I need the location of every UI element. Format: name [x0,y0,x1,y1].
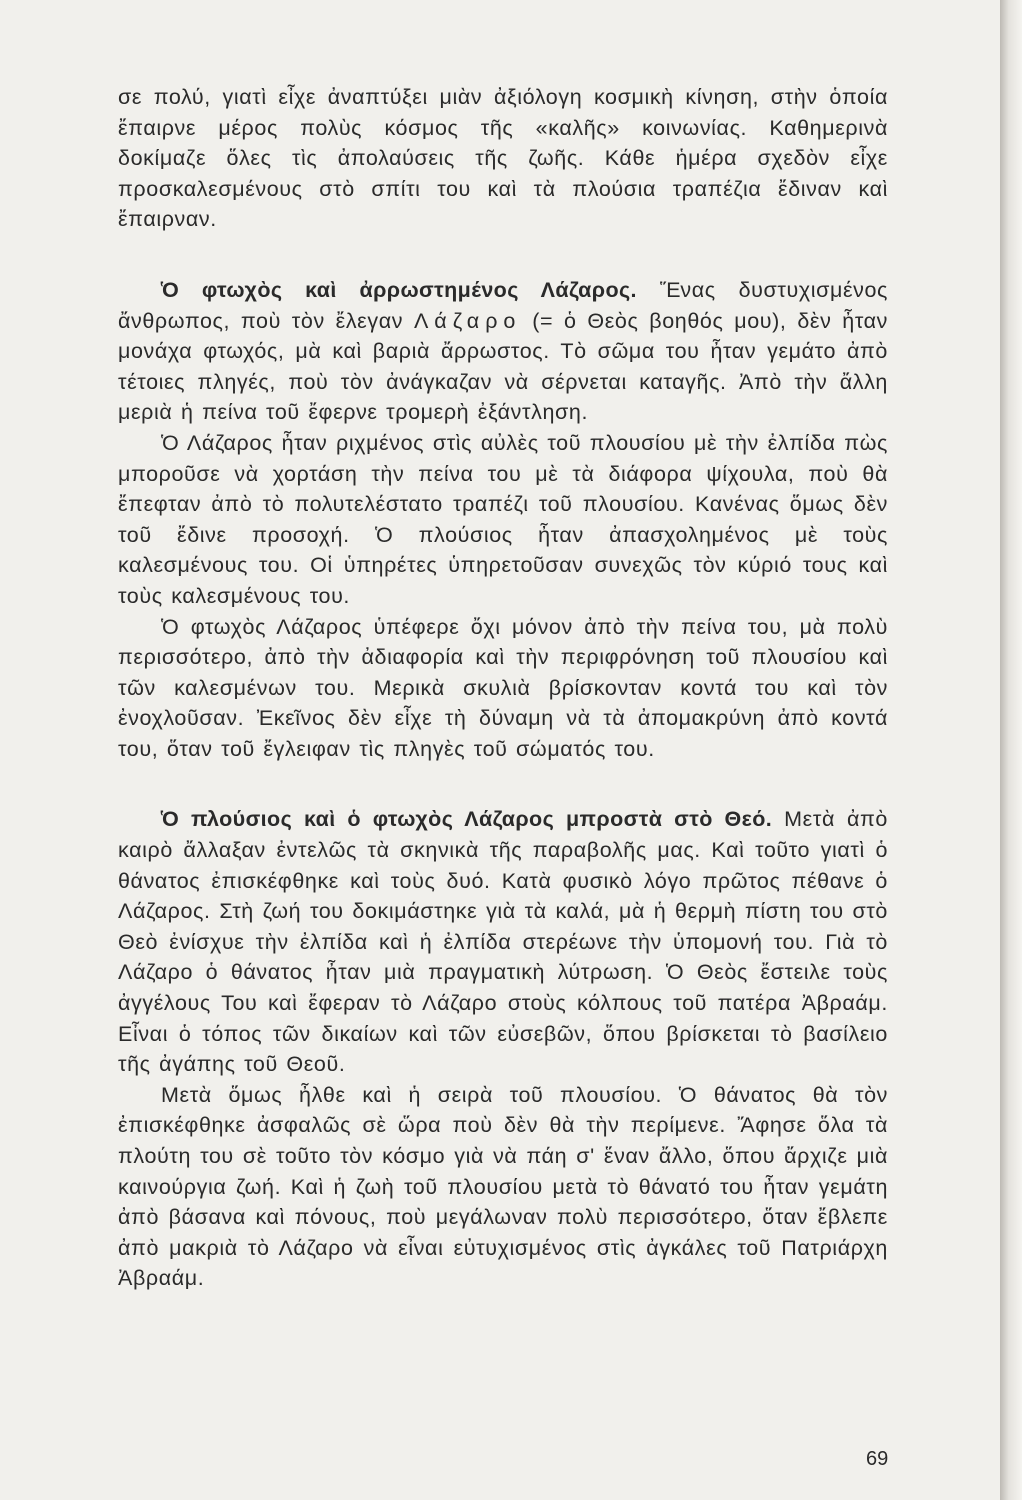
page-text [118,82,888,1294]
paragraph-6 [118,1080,888,1294]
paragraph-3-text: Ὁ Λάζαρος ἦταν ριχμένος στὶς αὐλὲς τοῦ πλουσίου μὲ τὴν ἐλπίδα πὼς μποροῦσε νὰ χορτάση τὴν πείνα του μὲ τὰ διάφορα ψίχουλα, ποὺ θὰ ἔπεφταν ἀπὸ τὸ πολυτελέστατο τραπέζι τοῦ πλουσίου. Κανένας ὅμως δὲν τοῦ ἔδινε προσοχή. Ὁ πλούσιος ἦταν ἀπασχολημένος μὲ τοὺς καλεσμένους του. Οἱ ὑπηρέτες ὑπηρετοῦσαν συνεχῶς τὸν κύριό τους καὶ τοὺς καλεσμένους του. [118,430,888,608]
paragraph-5-text: Μετὰ ἀπὸ καιρὸ ἄλλαξαν ἐντελῶς τὰ σκηνικὰ τῆς παραβολῆς μας. Καὶ τοῦτο γιατὶ ὁ θάνατος ἐπισκέφθηκε καὶ τοὺς δυό. Κατὰ φυσικὸ λόγο πρῶτος πέθανε ὁ Λάζαρος. Στὴ ζωή του δοκιμάστηκε γιὰ τὰ καλά, μὰ ἡ θερμὴ πίστη του στὸ Θεὸ ἐνίσχυε τὴν ἐλπίδα καὶ ἡ ἐλπίδα στερέωνε τὴν ὑπομονή του. Γιὰ τὸ Λάζαρο ὁ θάνατος ἦταν μιὰ πραγματικὴ λύτρωση. Ὁ Θεὸς ἔστειλε τοὺς ἀγγέλους Του καὶ ἔφεραν τὸ Λάζαρο στοὺς κόλπους τοῦ πατέρα Ἀβραάμ. Εἶναι ὁ τόπος τῶν δικαίων καὶ τῶν εὐσεβῶν, ὅπου βρίσκεται τὸ βασίλειο τῆς ἀγάπης τοῦ Θεοῦ. [118,807,888,1077]
name-lazaro-spaced: Λάζαρο [413,308,522,333]
paragraph-2 [118,275,888,428]
paragraph-5 [118,804,888,1079]
page-edge-shadow [1000,0,1022,1500]
paragraph-1-text: σε πολύ, γιατὶ εἶχε ἀναπτύξει μιὰν ἀξιόλογη κοσμικὴ κίνηση, στὴν ὁποία ἔπαιρνε μέρος πολὺς κόσμος τῆς «καλῆς» κοινωνίας. Καθημερινὰ δοκίμαζε ὅλες τὶς ἀπολαύσεις τῆς ζωῆς. Κάθε ἡμέρα σχεδὸν εἶχε προσκαλεσμένους στὸ σπίτι του καὶ τὰ πλούσια τραπέζια ἔδιναν καὶ ἔπαιρναν. [118,85,888,232]
paragraph-2-text-a: Ἕνας δυστυχισμένος ἄνθρωπος, ποὺ τὸν ἔλεγαν [118,277,888,333]
paragraph-4-text: Ὁ φτωχὸς Λάζαρος ὑπέφερε ὄχι μόνον ἀπὸ τὴν πείνα του, μὰ πολὺ περισσότερο, ἀπὸ τὴν ἀδιαφορία καὶ τὴν περιφρόνηση τοῦ πλουσίου καὶ τῶν καλεσμένων του. Μερικὰ σκυλιὰ βρίσκονταν κοντά του καὶ τὸν ἐνοχλοῦσαν. Ἐκεῖνος δὲν εἶχε τὴ δύναμη νὰ τὰ ἀπομακρύνη ἀπὸ κοντά του, ὅταν τοῦ ἔγλειφαν τὶς πληγὲς τοῦ σώματός του. [118,614,888,761]
paragraph-3 [118,428,888,612]
paragraph-1 [118,82,888,235]
paragraph-4 [118,612,888,765]
paragraph-2-text-b: (= ὁ Θεὸς βοηθός μου), δὲν ἦταν μονάχα φτωχός, μὰ καὶ βαριὰ ἄρρωστος. Τὸ σῶμα του ἦταν γεμάτο ἀπὸ τέτοιες πληγές, ποὺ τὸν ἀνάγκαζαν νὰ σέρνεται καταγῆς. Ἀπὸ τὴν ἄλλη μεριὰ ἡ πείνα τοῦ ἔφερνε τρομερὴ ἐξάντληση. [118,308,889,425]
section-heading-rich-and-poor-before-god: Ὁ πλούσιος καὶ ὁ φτωχὸς Λάζαρος μπροστὰ στὸ Θεό. [161,807,773,832]
paragraph-6-text: Μετὰ ὅμως ἦλθε καὶ ἡ σειρὰ τοῦ πλουσίου. Ὁ θάνατος θὰ τὸν ἐπισκέφθηκε ἀσφαλῶς σὲ ὥρα ποὺ δὲν θὰ τὴν περίμενε. Ἄφησε ὅλα τὰ πλούτη του σὲ τοῦτο τὸν κόσμο γιὰ νὰ πάη σ' ἕναν ἄλλο, ὅπου ἄρχιζε μιὰ καινούργια ζωή. Καὶ ἡ ζωὴ τοῦ πλουσίου μετὰ τὸ θάνατό του ἦταν γεμάτη ἀπὸ βάσανα καὶ πόνους, ποὺ μεγάλωναν πολὺ περισσότερο, ὅταν ἔβλεπε ἀπὸ μακριὰ τὸ Λάζαρο νὰ εἶναι εὐτυχισμένος στὶς ἀγκάλες τοῦ Πατριάρχη Ἀβραάμ. [118,1082,888,1291]
section-heading-poor-lazarus: Ὁ φτωχὸς καὶ ἀρρωστημένος Λάζαρος. [161,277,637,302]
page-number: 69 [866,1448,889,1470]
